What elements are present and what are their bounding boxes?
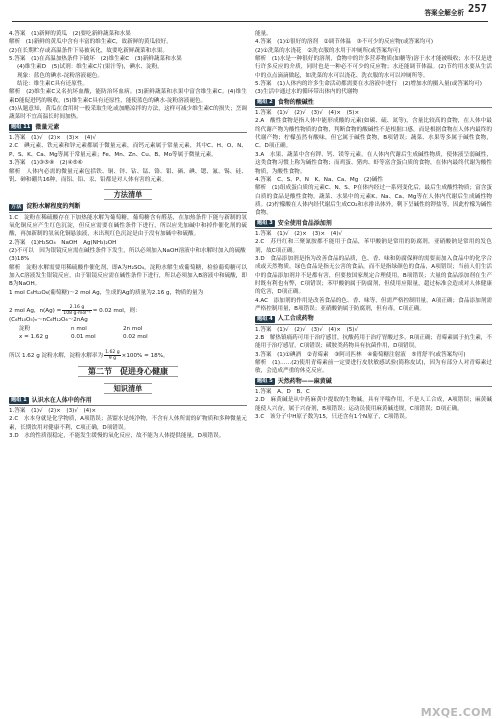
paragraph: 2.A 酸性食物是指人体中能形成酸的元素(如碳、硫、氮等)，含量比较高的食物，在人体中最终代谢产物为酸性物质的食物，判断食物的酸碱性不是根据口感，而是根据食物在人体内最终的代谢产物；柠檬虽然有酸味，但它属于碱性食物，B项错误；蔬菜、水果等多属于碱性食物，C、D项正确。 bbox=[255, 118, 492, 150]
topic-tag: 题组 3 bbox=[257, 220, 273, 227]
paragraph: 3.C 该分子中H原子数为15，只还含有1个N原子，C项错误。 bbox=[255, 414, 411, 421]
paragraph: 4.答案 (1)新鲜的黄瓜 (2)要吃新鲜蔬菜和水果 bbox=[9, 31, 131, 37]
paragraph: 1.C 淀粉在稀硫酸存在下加热能水解为葡萄糖，葡萄糖含有醛基，在加热条件下能与新制的氢氧化铜反应产生红色沉淀，但反应需要在碱性条件下进行，所以应先加碱中和掉作催化剂的硫酸，再加新制的氢氧化铜悬浊液，未出现红色沉淀是由于没有加碱中和硫酸。 bbox=[9, 214, 247, 238]
topic-title: 人工合成药物 bbox=[277, 315, 314, 323]
paragraph: 1.答案 (1)√ (2)× (3)× (4)√ bbox=[9, 135, 97, 142]
paragraph: 解析 (2)维生素C又名抗坏血酸，能防治坏血病。(3)新鲜蔬菜和水果中富含维生素C。(4)维生素D能促进钙的吸收。(5)维生素C具有还原性，能使蓝色的碘水-淀粉溶液褪色。 bbox=[9, 89, 247, 104]
right-column bbox=[255, 30, 492, 719]
topic-title: 认识水在人体中的作用 bbox=[31, 396, 92, 404]
knowledge-heading: 知识清单 bbox=[9, 383, 247, 395]
page-number: 257 bbox=[468, 3, 487, 15]
fraction: $\frac{1.62 g}{9 g}$ bbox=[105, 349, 120, 361]
calc-line: 1 mol C₆H₁₂O₆(葡萄糖)～2 mol Ag，生成的Ag的质量为2.16 g，物质的量为 bbox=[9, 289, 204, 296]
topic-heading bbox=[255, 315, 492, 324]
topic-title: 淀粉水解程度的判断 bbox=[26, 203, 81, 211]
section-heading: 第二节 促进身心健康 bbox=[9, 366, 247, 378]
paragraph: 解析 (1)新鲜的黄瓜中含有丰富的维生素C，故新鲜的黄瓜较好。 bbox=[9, 39, 172, 46]
method-heading: 方法清单 bbox=[9, 189, 247, 201]
topic-heading bbox=[9, 124, 247, 133]
topic-heading bbox=[9, 203, 247, 212]
topic-title: 食物的酸碱性 bbox=[277, 98, 314, 106]
paragraph: 4.答案 (1)①很好的溶剂 ②调节体温 ③不可少的反应物(或答案均可) bbox=[255, 39, 434, 46]
paragraph: 解析 (1)水是一种很好的溶剂，食物中的许多营养物质(如糖等)溶于水才能被吸收；水不仅是进行许多反应的介质，同时也是一种必不可少的反应物；水还能调节体温。(2)节约用水要从生活中的点点滴滴做起，如洗菜的水可以浇花、洗衣服的水可以冲厕所等。 bbox=[255, 56, 492, 79]
paragraph: (2)在长期贮存或高温条件下易被氧化，故要吃新鲜蔬菜和水果。 bbox=[9, 47, 168, 54]
topic-tag: 题组 5 bbox=[257, 378, 273, 385]
paragraph: 2.C 碘元素、铁元素和锌元素都属于微量元素，而钙元素属于常量元素，其中C、H、O、N、P、S、K、Ca、Mg等属于常量元素；Fe、Mn、Zn、Cu、B、Mo等属于微量元素。 bbox=[9, 143, 247, 158]
header-rule bbox=[12, 21, 488, 22]
topic-tag: 题组 1 bbox=[11, 397, 27, 404]
paragraph: (4)维生素D (5)试剂：维生素C片(果汁等)，碘水、淀粉。 bbox=[17, 64, 163, 71]
topic-heading bbox=[255, 99, 492, 108]
paragraph: 能量。 bbox=[255, 31, 272, 37]
header-label: 答案全解全析 bbox=[424, 9, 464, 17]
topic-heading bbox=[9, 397, 247, 406]
paragraph: 解析 (1)……(2)使用青霉素前一定要进行皮肤敏感试验(简称皮试)，因为有部分人对青霉素过敏，会造成严重的休克反应。 bbox=[255, 360, 492, 375]
calc-line: 2 mol Ag，n(Ag) = $\frac{2.16 g}{\text{108 g·mol⁻¹}}$ = 0.02 mol，则： bbox=[9, 305, 141, 317]
topic-tag: 题组 2 bbox=[257, 99, 273, 106]
paragraph: 现象：蓝色的碘水-淀粉溶液褪色。 bbox=[17, 72, 103, 79]
watermark: MXQE.COM bbox=[420, 705, 492, 719]
topic-title: 天然药物——麻黄碱 bbox=[277, 377, 332, 385]
paragraph: 1.答案 A、D B、C bbox=[255, 389, 310, 396]
paragraph: 3.答案 (1)③⑤⑧ (2)④⑤⑥ bbox=[9, 160, 83, 167]
topic-tag: 方法 bbox=[11, 203, 22, 210]
paragraph: 5.答案 (1)在高温加热条件下破坏 (2)维生素C (3)新鲜蔬菜和水果 bbox=[9, 56, 182, 63]
paragraph: 解析 人体内必需的微量元素包括铁、铜、锌、钴、锰、铬、钼、硒、碘、锶、氟、锡、硅、钒、砷和硼共16种，而铝、铅、汞、铅都是对人体有害的元素。 bbox=[9, 168, 247, 183]
paragraph: 5.答案 (1)人体内的许多生命活动都需要在水溶液中进行 (2)增加水的摄入量(或答案均可) bbox=[255, 81, 482, 88]
fraction: $\frac{2.16 g}{\text{108 g·mol⁻¹}}$ bbox=[63, 305, 91, 317]
paragraph: 3.A 水果、蔬菜中含有钾、钙、镁等元素，在人体内代谢后生成碱性物质，使体液呈弱碱性，这类食物习惯上称为碱性食物；而鸡蛋、猪肉、虾等富含蛋白质的食物，在体内最终代谢为酸性物质，为酸性食物。 bbox=[255, 151, 492, 175]
calc-result: 所以 1.62 g 淀粉水解，淀粉水解率为 $\frac{1.62 g}{9 g}$ ×100% = 18%。 bbox=[9, 349, 169, 361]
paragraph: 2.答案 (1)H₂SO₄ NaOH Ag(NH₃)₂OH bbox=[9, 239, 117, 246]
topic-title: 安全使用食品添加剂 bbox=[277, 219, 332, 227]
topic-tag: 题组 11 bbox=[11, 124, 31, 131]
paragraph: 1.答案 (1)√ (2)× (3)× (4)√ bbox=[255, 230, 343, 237]
paragraph: 3.D 水的性质很稳定，不能发生缓慢的氧化反应，故不能为人体提供能量，D项错误。 bbox=[9, 433, 225, 440]
calc-equation: (C₆H₁₀O₅)ₙ～nC₆H₁₂O₆～2nAg bbox=[9, 317, 88, 324]
topic-heading bbox=[255, 378, 492, 387]
paragraph: 4.AC 添加剂的作用是改善食品的色、香、味等，但需严格控制用量，A项正确；食品添加剂需严格控制用量，B项错误；亚硝酸钠属于防腐剂，但有毒，C项正确。 bbox=[255, 297, 492, 312]
paragraph: (2)不可以 因为银镜反应需在碱性条件下发生，所以必须加入NaOH溶液中和水解时加入的硫酸 bbox=[9, 247, 246, 254]
paragraph: (3)生活中通过水的循环带出体内的代谢物 bbox=[255, 89, 359, 96]
paragraph: 1.答案 (1)√ (2)√ (3)√ (4)× (5)√ bbox=[255, 326, 359, 333]
paragraph: 2.C 苏丹红和三聚氰胺都不能用于食品，苯甲酸钠是常用的防腐剂，亚硝酸钠是常用的发色剂，故C项正确。 bbox=[255, 239, 492, 254]
paragraph: (3)从题意知，黄瓜在食用时一般采取生吃或加醋凉拌的方法，这样可减少维生素C的损失；烹调蔬菜时不宜高温长时间加热。 bbox=[9, 106, 247, 121]
calc-row: 淀粉 n mol 2n mol bbox=[19, 325, 143, 332]
paragraph: (2)①洗菜的水浇花 ②洗衣服的水用于冲厕所(或答案均可) bbox=[255, 47, 401, 54]
paragraph: 1.答案 (1)√ (2)√ (3)√ (4)× (5)× bbox=[255, 110, 360, 117]
topic-heading bbox=[255, 220, 492, 229]
left-column bbox=[9, 30, 247, 716]
paragraph: 解析 淀粉水解需要用稀硫酸作催化剂，即A为H₂SO₄，淀粉水解生成葡萄糖，检验葡萄糖可以加入C溶液发生银镜反应，由于银镜反应需在碱性条件下进行，所以必须加入B溶液中和硫酸，即B为NaOH。 bbox=[9, 264, 247, 288]
paragraph: 3.D 食品添加剂是指为改善食品的品质，色、香、味和防腐保鲜的需要而加入食品中的化学合成或天然物质。绿色食品是指无公害的食品，而不是指绿颜色的食品，A项错误；当前人们生活中的食品添加剂并不是都有害，但要按国家规定合理使用，B项错误；大量的食品添加剂在生产时既有利也有弊，C项错误；苯甲酸钠属于防腐剂，但使用应限量，超过标准会造成对人体健康的危害，D项正确。 bbox=[255, 255, 492, 296]
topic-tag: 题组 4 bbox=[257, 316, 273, 323]
paragraph: 2.B 解热镇痛药可用于治疗感冒，抗酸药用于治疗胃酸过多，R项正确；青霉素属于抗生素，不能用于治疗感冒，C项错误；磺胺类药物具有抗菌作用，D项错误。 bbox=[255, 335, 492, 350]
topic-title: 微量元素 bbox=[35, 123, 60, 131]
paragraph: 解析 (1)组成蛋白质的元素C、N、S、P在体内经过一系列变化后，最后生成酸性物质；富含蛋白质的食品是酸性食物。蔬菜、水果中的元素K、Na、Ca、Mg等在人体内代谢后生成碱性物质。(2)柠檬酸在人体内经代谢后生成CO₂和水排出体外，剩下呈碱性的钾盐等，因此柠檬为碱性食物。 bbox=[255, 185, 492, 217]
paragraph: 1.答案 (1)√ (2)× (3)√ (4)× bbox=[9, 408, 97, 415]
paragraph: (3)18% bbox=[9, 256, 30, 263]
paragraph: 结论：维生素C具有还原性。 bbox=[17, 81, 89, 88]
paragraph: 2.C 水本身就是化学物质，A项错误；蒸馏水是纯净物，不含有人体所需的矿物质和多种微量元素，长期饮用对健康不利，C项正确，D项错误。 bbox=[9, 416, 247, 431]
paragraph: 3.答案 (1)①碘酒 ②青霉素 ③阿司匹林 ④葡萄糖注射液 ⑤胃舒平(或答案均可) bbox=[255, 351, 466, 358]
paragraph: 4.答案 C、S、P、N K、Na、Ca、Mg (2)碱性 bbox=[255, 176, 383, 183]
paragraph: 2.D 麻黄碱是从中药麻黄中提取的生物碱，具有平喘作用，不是人工合成，A项错误；麻黄碱能使人兴奋，属于兴奋剂，B项错误；运动员使用麻黄碱违规，C项错误；D项正确。 bbox=[255, 397, 492, 412]
calc-row: x = 1.62 g 0.01 mol 0.02 mol bbox=[19, 334, 148, 340]
